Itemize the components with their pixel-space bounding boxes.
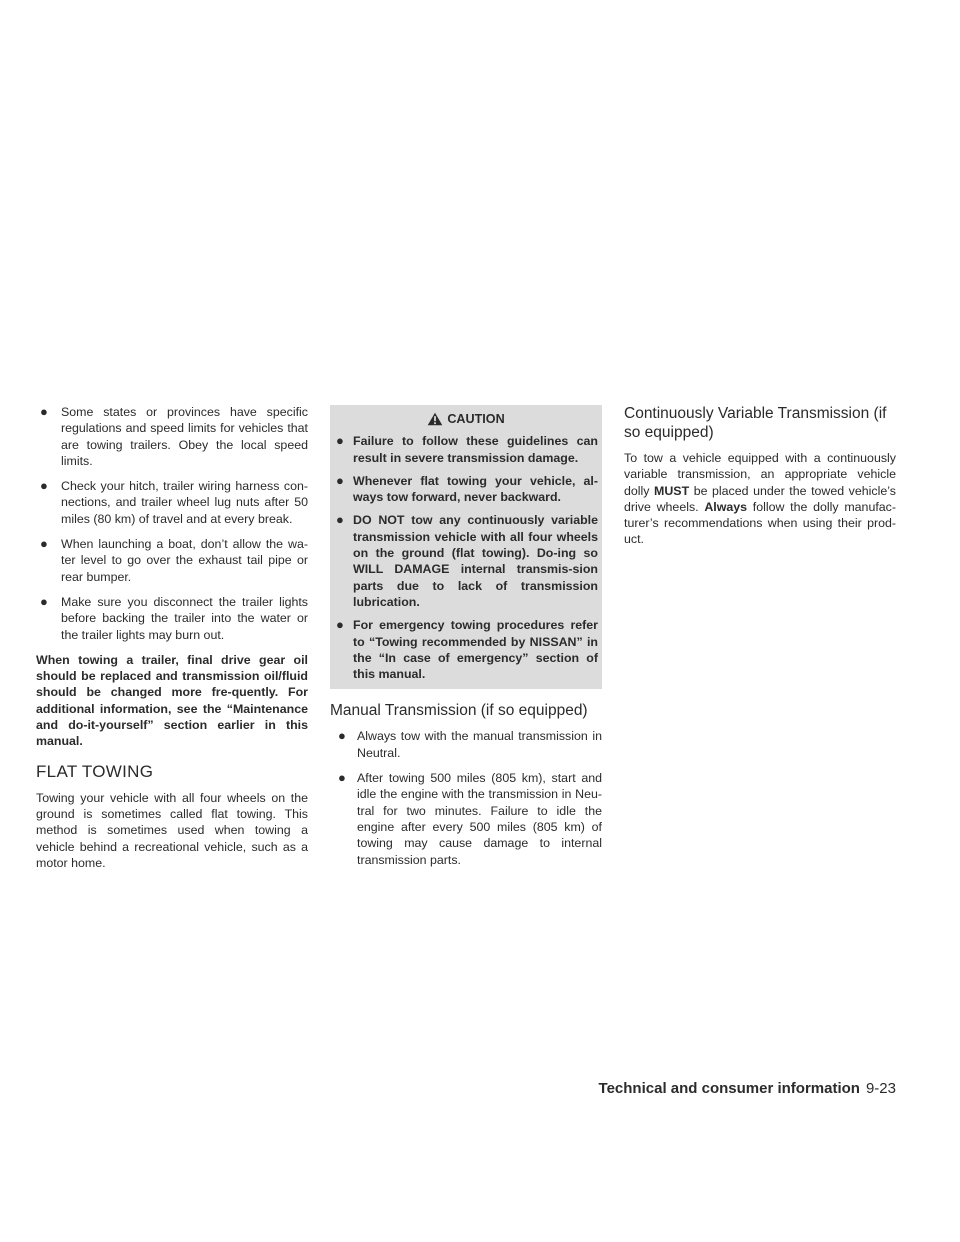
- column-right: [624, 404, 896, 548]
- caution-title: CAUTION: [447, 412, 505, 426]
- list-item: ● For emergency towing procedures refer to “Towing recommended by NISSAN” in the “In case of emergency” section of this manual.: [336, 617, 598, 682]
- bullet-icon: ●: [40, 593, 48, 609]
- list-item: ● Always tow with the manual transmission in Neutral.: [338, 728, 602, 760]
- maintenance-note: When towing a trailer, final drive gear oil should be replaced and transmission oil/fluid should be changed more fre-quently. For additional information, see the “Maintenance and do-it-yourself” section earlier in this manual.: [36, 652, 308, 749]
- warning-triangle-icon: [427, 412, 443, 426]
- list-item: ● Whenever flat towing your vehicle, al-ways tow forward, never backward.: [336, 472, 598, 505]
- column-left: [36, 404, 308, 871]
- bullet-icon: ●: [40, 404, 48, 419]
- cvt-text: To tow a vehicle equipped with a continuously variable transmission, an appropriate vehicle dolly MUST be placed under the towed vehicle’s drive wheels. Always follow the dolly manufac-turer’s recommendations when using their prod-uct.: [624, 451, 896, 547]
- bullet-icon: ●: [338, 770, 346, 786]
- page-footer: [593, 1080, 896, 1097]
- list-item: ● Failure to follow these guidelines can result in severe transmission damage.: [336, 433, 598, 465]
- flat-towing-text: Towing your vehicle with all four wheels on the ground is sometimes called flat towing. This method is sometimes used when towing a vehicle behind a recreational vehicle, such as a motor home.: [36, 790, 308, 870]
- bullet-icon: ●: [40, 536, 48, 552]
- column-middle: [330, 405, 602, 877]
- bullet-icon: ●: [336, 512, 344, 528]
- flat-towing-heading: FLAT TOWING: [36, 761, 154, 781]
- bullet-icon: ●: [336, 472, 344, 488]
- list-item: ● Check your hitch, trailer wiring harness con-nections, and trailer wheel lug nuts after 50 miles (80 km) of travel and at every break.: [40, 478, 308, 526]
- trailer-tips-list: [36, 404, 308, 643]
- cvt-heading: Continuously Variable Transmission (if so equipped): [624, 405, 887, 441]
- manual-transmission-heading: Manual Transmission (if so equipped): [330, 702, 588, 720]
- list-item: ● When launching a boat, don’t allow the wa-ter level to go over the exhaust tail pipe or rear bumper.: [40, 536, 308, 584]
- bullet-icon: ●: [338, 728, 346, 744]
- list-item: ● DO NOT tow any continuously variable transmission vehicle with all four wheels on the ground (flat towing). Do-ing so WILL DAMAGE internal transmis-sion parts due to lack of transmission lubrication.: [336, 512, 598, 609]
- page-number: 9-23: [865, 1080, 896, 1097]
- caution-header: [334, 411, 598, 427]
- list-item: ● Make sure you disconnect the trailer lights before backing the trailer into the water or the trailer lights may burn out.: [40, 593, 308, 642]
- bullet-icon: ●: [40, 478, 48, 494]
- footer-section-title: Technical and consumer information: [598, 1080, 860, 1097]
- bullet-icon: ●: [336, 433, 344, 449]
- manual-transmission-list: [330, 728, 602, 867]
- caution-box: [330, 405, 602, 689]
- bullet-icon: ●: [336, 617, 344, 633]
- list-item: ● After towing 500 miles (805 km), start and idle the engine with the transmission in Neu-tral for two minutes. Failure to idle the engine after every 500 miles (805 km) of towing may cause damage to internal transmission parts.: [338, 770, 602, 867]
- list-item: ● Some states or provinces have specific regulations and speed limits for vehicles that are towing trailers. Obey the local speed limits.: [40, 404, 308, 468]
- caution-list: [334, 433, 598, 682]
